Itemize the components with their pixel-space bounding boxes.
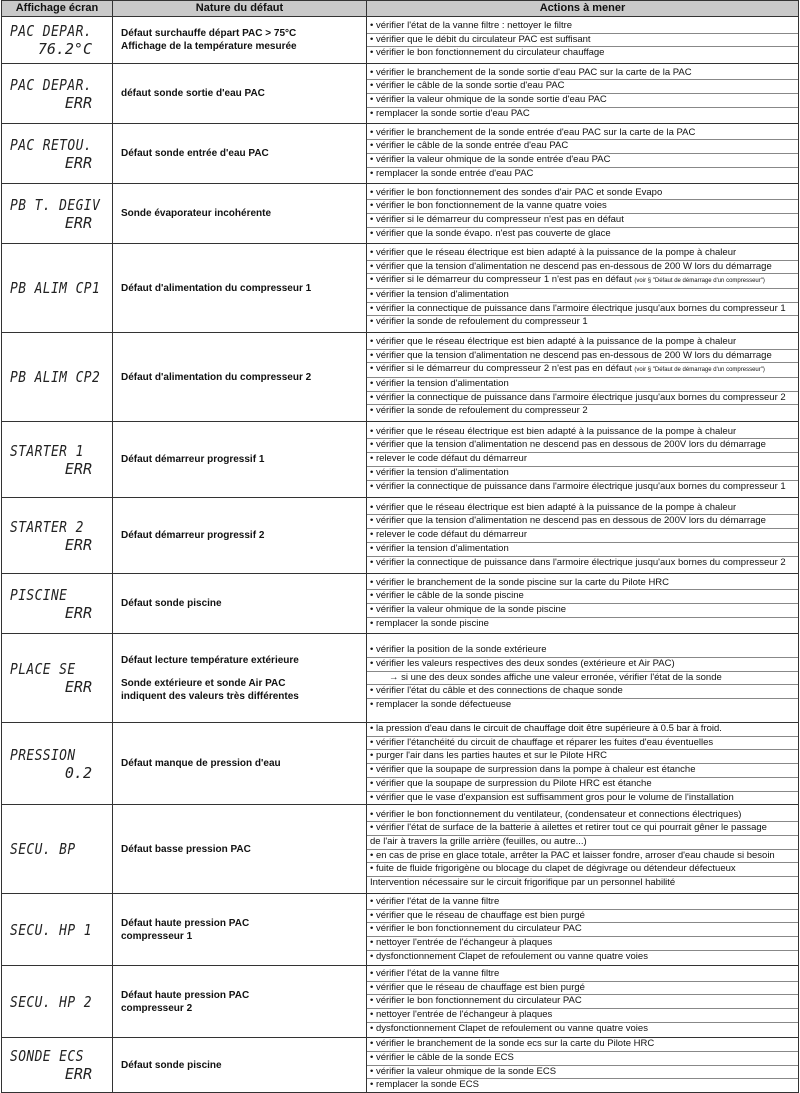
- action-text: • vérifier la connectique de puissance dans l'armoire électrique jusqu'aux bornes du compresseur 2: [370, 556, 786, 568]
- action-text: • vérifier l'étanchéité du circuit de chauffage et réparer les fuites d'eau éventuelles: [370, 736, 714, 748]
- action-text: • vérifier le câble de la sonde ECS: [370, 1051, 514, 1063]
- action-item: [367, 809, 798, 823]
- fault-description: Défaut surchauffe départ PAC > 75°C: [121, 28, 297, 39]
- action-text: • vérifier le bon fonctionnement du circulateur PAC: [370, 923, 582, 935]
- fault-description: indiquent des valeurs très différentes: [121, 690, 299, 702]
- action-item: [367, 127, 798, 141]
- display-code: SECU. BP: [10, 840, 76, 859]
- action-text: • vérifier le branchement de la sonde sortie d'eau PAC sur la carte de la PAC: [370, 66, 692, 78]
- table-row: [2, 422, 799, 498]
- fault-description: compresseur 2: [121, 1002, 193, 1014]
- action-item: [367, 672, 798, 686]
- action-text: • vérifier la sonde de refoulement du compresseur 1: [370, 316, 588, 328]
- action-item: [367, 910, 798, 924]
- actions-cell: [367, 634, 799, 723]
- action-item: [367, 529, 798, 543]
- display-value: ERR: [64, 213, 92, 232]
- fault-description: Défaut manque de pression d'eau: [121, 758, 281, 770]
- actions-cell: [367, 894, 799, 966]
- action-text: • vérifier la valeur ohmique de la sonde ECS: [370, 1065, 557, 1077]
- fault-cell: [113, 422, 367, 498]
- action-text: • vérifier les valeurs respectives des deux sondes (extérieure et Air PAC): [370, 657, 675, 669]
- action-item: [367, 764, 798, 778]
- actions-cell: [367, 498, 799, 574]
- action-text: • dysfonctionnement Clapet de refoulement ou vanne quatre voies: [370, 1022, 648, 1034]
- action-item: [367, 995, 798, 1009]
- display-code: PRESSION: [10, 745, 76, 764]
- action-text: • vérifier que le réseau électrique est bien adapté à la puissance de la pompe à chaleur: [370, 501, 737, 513]
- action-item: [367, 923, 798, 937]
- action-item: [367, 836, 798, 850]
- fault-description: Défaut sonde piscine: [121, 598, 222, 609]
- actions-cell: [367, 805, 799, 894]
- action-text: de l'air à travers la grille arrière (feuilles, ou autre...): [370, 836, 587, 848]
- action-text: • vérifier l'état de la vanne filtre: [370, 895, 500, 907]
- action-text: • relever le code défaut du démarreur: [370, 453, 527, 465]
- action-item: [367, 228, 798, 241]
- action-item: [367, 378, 798, 392]
- fault-cell: [113, 634, 367, 723]
- fault-cell: [113, 498, 367, 574]
- action-text: • dysfonctionnement Clapet de refoulement ou vanne quatre voies: [370, 950, 648, 962]
- action-text: • vérifier la tension d'alimentation: [370, 466, 509, 478]
- display-code: PAC DEPAR.: [10, 75, 92, 94]
- action-text: • vérifier que la tension d'alimentation ne descend pas en dessous de 200V lors du démarrage: [370, 515, 766, 527]
- action-item: [367, 850, 798, 864]
- action-text: • vérifier le bon fonctionnement du circulateur PAC: [370, 995, 582, 1007]
- action-text: • nettoyer l'entrée de l'échangeur à plaques: [370, 1009, 553, 1021]
- action-item: [367, 1023, 798, 1036]
- action-item: [367, 426, 798, 440]
- action-item: [367, 47, 798, 60]
- display-value: ERR: [64, 153, 92, 172]
- action-text: → si une des deux sondes affiche une valeur erronée, vérifier l'état de la sonde: [389, 671, 722, 683]
- table-row: [2, 723, 799, 805]
- fault-description: défaut sonde sortie d'eau PAC: [121, 88, 265, 99]
- action-item: [367, 877, 798, 890]
- display-code-cell: [2, 333, 113, 422]
- action-text: • vérifier le branchement de la sonde entrée d'eau PAC sur la carte de la PAC: [370, 126, 696, 138]
- action-item: [367, 644, 798, 658]
- action-item: [367, 168, 798, 181]
- display-code: PLACE SE: [10, 660, 76, 678]
- action-text: • vérifier le branchement de la sonde piscine sur la carte du Pilote HRC: [370, 576, 670, 588]
- action-text: • remplacer la sonde défectueuse: [370, 699, 512, 711]
- display-value: ERR: [64, 678, 92, 696]
- fault-cell: [113, 333, 367, 422]
- action-text: • en cas de prise en glace totale, arrêter la PAC et laisser fondre, arroser d'eau chaude si besoin: [370, 849, 775, 861]
- fault-cell: [113, 574, 367, 634]
- action-item: [367, 392, 798, 406]
- fault-description: Défaut basse pression PAC: [121, 843, 251, 855]
- action-text: • remplacer la sonde sortie d'eau PAC: [370, 107, 530, 119]
- fault-table: [1, 0, 799, 1093]
- table-row: [2, 64, 799, 124]
- action-item: [367, 618, 798, 631]
- actions-cell: [367, 244, 799, 333]
- action-text: • vérifier la tension d'alimentation: [370, 289, 509, 300]
- action-text: • vérifier la valeur ohmique de la sonde sortie d'eau PAC: [370, 94, 607, 105]
- action-item: [367, 1009, 798, 1023]
- fault-description: Défaut d'alimentation du compresseur 1: [121, 282, 312, 294]
- fault-description: compresseur 1: [121, 930, 193, 942]
- action-text: • vérifier que le réseau de chauffage est bien purgé: [370, 981, 585, 993]
- table-row: [2, 966, 799, 1038]
- action-text: • vérifier la tension d'alimentation: [370, 378, 509, 389]
- action-text: • vérifier la valeur ohmique de la sonde entrée d'eau PAC: [370, 154, 611, 165]
- table-row: [2, 124, 799, 184]
- action-item: [367, 543, 798, 557]
- action-text: • vérifier la connectique de puissance dans l'armoire électrique jusqu'aux bornes du compresseur 2: [370, 391, 786, 403]
- action-text: • vérifier que le réseau électrique est bien adapté à la puissance de la pompe à chaleur: [370, 246, 737, 258]
- action-item: [367, 108, 798, 121]
- action-item: [367, 937, 798, 951]
- action-item: [367, 822, 798, 836]
- display-code-cell: [2, 498, 113, 574]
- actions-cell: [367, 124, 799, 184]
- table-row: [2, 498, 799, 574]
- table-row: [2, 894, 799, 966]
- fault-description: Défaut démarreur progressif 2: [121, 530, 265, 541]
- action-text: • vérifier que le réseau électrique est bien adapté à la puissance de la pompe à chaleur: [370, 425, 737, 437]
- display-value: ERR: [64, 603, 92, 622]
- action-item: [367, 685, 798, 699]
- action-text: • vérifier la position de la sonde extérieure: [370, 644, 547, 656]
- action-item: [367, 515, 798, 529]
- action-text: • vérifier la tension d'alimentation: [370, 542, 509, 554]
- display-value: ERR: [64, 93, 92, 112]
- display-code: PB ALIM CP1: [10, 279, 101, 297]
- display-code: PAC DEPAR.: [10, 22, 92, 40]
- action-text: • vérifier si le démarreur du compresseur 2 n'est pas en défaut: [370, 363, 632, 375]
- action-text: Intervention nécessaire sur le circuit frigorifique par un personnel habilité: [370, 877, 676, 889]
- action-item: [367, 1079, 798, 1092]
- action-text: • vérifier l'état de surface de la batterie à ailettes et retirer tout ce qui pourrait gêner le passage: [370, 822, 767, 834]
- display-code-cell: [2, 422, 113, 498]
- action-text: • vérifier le branchement de la sonde ecs sur la carte du Pilote HRC: [370, 1038, 655, 1050]
- action-item: [367, 405, 798, 418]
- display-value: 0.2: [64, 763, 92, 782]
- actions-cell: [367, 184, 799, 244]
- actions-cell: [367, 966, 799, 1038]
- table-row: [2, 184, 799, 244]
- action-item: [367, 481, 798, 494]
- action-text: • vérifier que la tension d'alimentation ne descend pas en-dessous de 200 W lors du démarrage: [370, 260, 772, 272]
- action-item: [367, 1066, 798, 1080]
- action-item: [367, 316, 798, 329]
- action-text: • vérifier l'état de la vanne filtre: [370, 967, 500, 979]
- header-fault: Nature du défaut: [113, 1, 367, 17]
- display-code-cell: [2, 894, 113, 966]
- action-item: [367, 350, 798, 364]
- action-item: [367, 363, 798, 378]
- action-item: [367, 247, 798, 261]
- action-item: [367, 750, 798, 764]
- action-text: • vérifier la valeur ohmique de la sonde piscine: [370, 604, 567, 615]
- action-text: • vérifier l'état de la vanne filtre : nettoyer le filtre: [370, 19, 573, 31]
- action-item: [367, 951, 798, 964]
- table-row: [2, 1038, 799, 1093]
- display-code-cell: [2, 723, 113, 805]
- action-item: [367, 67, 798, 81]
- action-text: • la pression d'eau dans le circuit de chauffage doit être supérieure à 0.5 bar à froid.: [370, 723, 722, 734]
- actions-cell: [367, 422, 799, 498]
- action-text: • vérifier la sonde de refoulement du compresseur 2: [370, 405, 588, 417]
- action-item: [367, 154, 798, 168]
- display-code-cell: [2, 634, 113, 723]
- action-item: [367, 140, 798, 154]
- fault-description: Sonde extérieure et sonde Air PAC: [121, 677, 286, 689]
- action-text: • vérifier que le vase d'expansion est suffisamment gros pour le volume de l'installation: [370, 791, 734, 803]
- display-code: SONDE ECS: [10, 1047, 84, 1066]
- fault-cell: [113, 723, 367, 805]
- display-code: SECU. HP 2: [10, 992, 92, 1011]
- actions-cell: [367, 574, 799, 634]
- fault-table-body: [2, 17, 799, 1093]
- action-item: [367, 34, 798, 48]
- action-item: [367, 590, 798, 604]
- action-item: [367, 577, 798, 591]
- fault-cell: [113, 894, 367, 966]
- action-item: [367, 289, 798, 303]
- action-item: [367, 20, 798, 34]
- action-text: • vérifier le bon fonctionnement des sondes d'air PAC et sonde Evapo: [370, 186, 663, 198]
- action-text: • remplacer la sonde ECS: [370, 1079, 479, 1091]
- fault-description: Défaut haute pression PAC: [121, 989, 250, 1001]
- action-item: [367, 467, 798, 481]
- display-value: ERR: [64, 459, 92, 478]
- action-text: • vérifier si le démarreur du compresseur n'est pas en défaut: [370, 214, 624, 225]
- fault-cell: [113, 805, 367, 894]
- fault-description: Affichage de la température mesurée: [121, 41, 297, 52]
- action-item: [367, 453, 798, 467]
- action-item: [367, 94, 798, 108]
- display-code-cell: [2, 574, 113, 634]
- action-item: [367, 604, 798, 618]
- action-text: • relever le code défaut du démarreur: [370, 529, 527, 541]
- display-code: PISCINE: [10, 585, 68, 604]
- action-item: [367, 439, 798, 453]
- display-code-cell: [2, 124, 113, 184]
- fault-cell: [113, 124, 367, 184]
- action-text: • vérifier que la sonde évapo. n'est pas couverte de glace: [370, 227, 611, 239]
- action-item: [367, 261, 798, 275]
- action-item: [367, 737, 798, 751]
- action-text: • remplacer la sonde entrée d'eau PAC: [370, 167, 534, 179]
- action-text: • vérifier le câble de la sonde entrée d'eau PAC: [370, 140, 569, 152]
- action-text: • vérifier le bon fonctionnement du circulateur chauffage: [370, 47, 605, 59]
- fault-cell: [113, 17, 367, 64]
- display-code: PB ALIM CP2: [10, 368, 101, 386]
- action-item: [367, 792, 798, 805]
- action-item: [367, 557, 798, 570]
- action-item: [367, 982, 798, 996]
- display-code: PB T. DEGIV: [10, 195, 101, 214]
- fault-description: Défaut sonde piscine: [121, 1059, 222, 1071]
- header-display: Affichage écran: [2, 1, 113, 17]
- action-text: • vérifier que la soupape de surpression du Pilote HRC est étanche: [370, 777, 652, 789]
- action-text: • vérifier que le réseau de chauffage est bien purgé: [370, 909, 585, 921]
- action-item: [367, 336, 798, 350]
- action-text: • vérifier le bon fonctionnement du ventilateur, (condensateur et connections électriques): [370, 808, 742, 820]
- action-note: (voir § "Défaut de démarrage d'un compresseur"): [634, 278, 765, 285]
- action-text: • purger l'air dans les parties hautes et sur le Pilote HRC: [370, 750, 607, 762]
- action-text: • vérifier l'état du câble et des connections de chaque sonde: [370, 685, 623, 697]
- action-text: • vérifier que le réseau électrique est bien adapté à la puissance de la pompe à chaleur: [370, 335, 737, 347]
- action-item: [367, 200, 798, 214]
- action-text: • vérifier le câble de la sonde piscine: [370, 590, 524, 602]
- actions-cell: [367, 17, 799, 64]
- action-text: • remplacer la sonde piscine: [370, 617, 489, 629]
- action-item: [367, 214, 798, 228]
- fault-description: Défaut d'alimentation du compresseur 2: [121, 371, 312, 383]
- action-text: • vérifier si le démarreur du compresseur 1 n'est pas en défaut: [370, 274, 632, 286]
- fault-cell: [113, 966, 367, 1038]
- fault-description: Défaut sonde entrée d'eau PAC: [121, 148, 269, 159]
- action-text: • vérifier le câble de la sonde sortie d'eau PAC: [370, 80, 565, 92]
- action-item: [367, 896, 798, 910]
- action-text: • vérifier que la tension d'alimentation ne descend pas en dessous de 200V lors du démarrage: [370, 439, 766, 451]
- fault-description: Sonde évaporateur incohérente: [121, 208, 272, 219]
- display-code-cell: [2, 244, 113, 333]
- action-item: [367, 303, 798, 317]
- action-item: [367, 502, 798, 516]
- display-value: ERR: [64, 1065, 92, 1084]
- display-value: 76.2°C: [37, 40, 92, 58]
- display-code-cell: [2, 966, 113, 1038]
- display-code: SECU. HP 1: [10, 920, 92, 939]
- action-item: [367, 1038, 798, 1052]
- action-note: (voir § "Défaut de démarrage d'un compresseur"): [634, 367, 765, 374]
- fault-cell: [113, 1038, 367, 1093]
- action-text: • vérifier que la tension d'alimentation ne descend pas en-dessous de 200 W lors du démarrage: [370, 349, 772, 361]
- action-item: [367, 723, 798, 737]
- action-item: [367, 658, 798, 672]
- fault-cell: [113, 64, 367, 124]
- display-code: PAC RETOU.: [10, 135, 92, 154]
- display-code-cell: [2, 805, 113, 894]
- display-code-cell: [2, 1038, 113, 1093]
- action-text: • vérifier le bon fonctionnement de la vanne quatre voies: [370, 200, 607, 212]
- display-code: STARTER 2: [10, 517, 84, 536]
- table-row: [2, 17, 799, 64]
- header-row: [2, 1, 799, 17]
- action-item: [367, 778, 798, 792]
- actions-cell: [367, 723, 799, 805]
- table-row: [2, 574, 799, 634]
- table-row: [2, 244, 799, 333]
- action-item: [367, 968, 798, 982]
- action-item: [367, 699, 798, 712]
- display-value: ERR: [64, 535, 92, 554]
- fault-cell: [113, 244, 367, 333]
- action-text: • vérifier la connectique de puissance dans l'armoire électrique jusqu'aux bornes du compresseur 1: [370, 480, 786, 492]
- action-item: [367, 1052, 798, 1066]
- actions-cell: [367, 64, 799, 124]
- table-row: [2, 333, 799, 422]
- table-row: [2, 805, 799, 894]
- actions-cell: [367, 1038, 799, 1093]
- header-actions: Actions à mener: [367, 1, 799, 17]
- action-text: • vérifier la connectique de puissance dans l'armoire électrique jusqu'aux bornes du compresseur 1: [370, 302, 786, 314]
- action-item: [367, 863, 798, 877]
- action-item: [367, 187, 798, 201]
- display-code-cell: [2, 64, 113, 124]
- action-item: [367, 80, 798, 94]
- action-text: • fuite de fluide frigorigène ou blocage du clapet de dégivrage ou détendeur défectueux: [370, 863, 736, 875]
- action-text: • nettoyer l'entrée de l'échangeur à plaques: [370, 937, 553, 949]
- actions-cell: [367, 333, 799, 422]
- display-code-cell: [2, 184, 113, 244]
- action-item: [367, 274, 798, 289]
- fault-description: Défaut lecture température extérieure: [121, 654, 299, 666]
- fault-description: Défaut haute pression PAC: [121, 917, 250, 929]
- display-code-cell: [2, 17, 113, 64]
- table-row: [2, 634, 799, 723]
- display-code: STARTER 1: [10, 441, 84, 460]
- fault-cell: [113, 184, 367, 244]
- fault-description: Défaut démarreur progressif 1: [121, 454, 265, 465]
- action-text: • vérifier que le débit du circulateur PAC est suffisant: [370, 33, 591, 45]
- action-text: • vérifier que la soupape de surpression dans la pompe à chaleur est étanche: [370, 764, 696, 776]
